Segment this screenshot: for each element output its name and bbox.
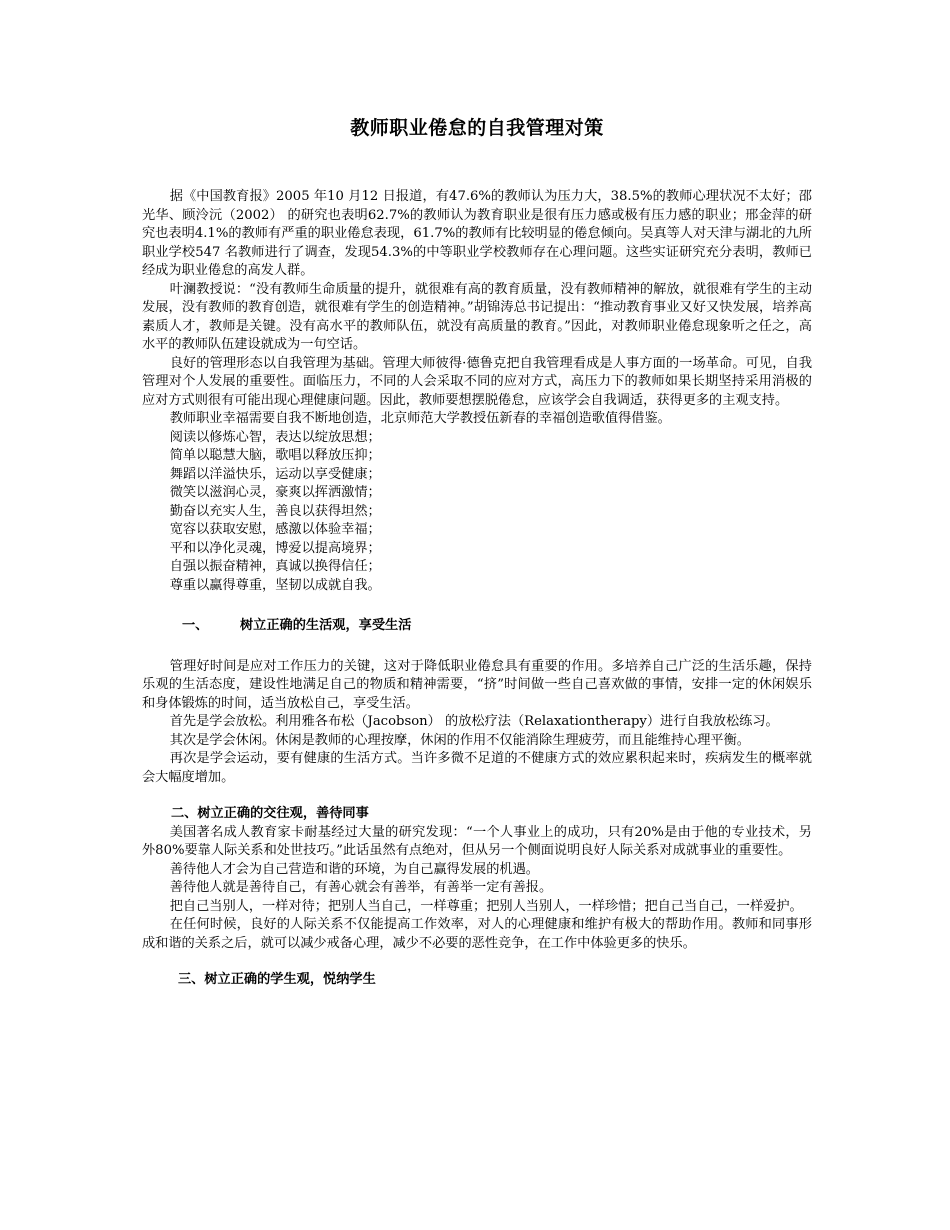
- document-title: 教师职业倦怠的自我管理对策: [350, 117, 604, 139]
- intro-paragraph-2: 叶澜教授说：“没有教师生命质量的提升，就很难有高的教育质量，没有教师精神的解放，就很难有学生的主动发展，没有教师的教育创造，就很难有学生的创造精神。”胡锦涛总书记提出：“推动教育事业又好又快发展，培养高素质人才，教师是关键。没有高水平的教师队伍，就没有高质量的教育。”因此，对教师职业倦怠现象听之任之，高水平的教师队伍建设就成为一句空话。: [142, 281, 812, 352]
- section-1-heading: [142, 617, 812, 636]
- section-2-paragraph-1: 美国著名成人教育家卡耐基经过大量的研究发现：“一个人事业上的成功，只有20%是由于他的专业技术，另外80%要靠人际关系和处世技巧。”此话虽然有点绝对，但从另一个侧面说明良好人际关系对成就事业的重要性。: [142, 824, 812, 858]
- intro-paragraph-3: 良好的管理形态以自我管理为基础。管理大师彼得·德鲁克把自我管理看成是人事方面的一场革命。可见，自我管理对个人发展的重要性。面临压力，不同的人会采取不同的应对方式，高压力下的教师如果长期坚持采用消极的应对方式则很有可能出现心理健康问题。因此，教师要想摆脱倦怠，应该学会自我调适，获得更多的主观支持。: [142, 355, 812, 408]
- poem-line: 阅读以修炼心智，表达以绽放思想；: [169, 429, 381, 445]
- poem-line: 平和以净化灵魂，博爱以提高境界；: [169, 540, 381, 556]
- poem-line: 简单以聪慧大脑，歌唱以释放压抑；: [169, 448, 381, 463]
- section-2: [142, 805, 812, 953]
- section-2-paragraph-2: 善待他人才会为自己营造和谐的环境，为自己赢得发展的机遇。: [169, 861, 539, 877]
- section-1-title: 树立正确的生活观，享受生活: [240, 618, 412, 633]
- poem-line: 微笑以滋润心灵，豪爽以挥洒激情；: [169, 485, 381, 500]
- poem-line: 尊重以赢得尊重，坚韧以成就自我。: [169, 577, 381, 593]
- section-3: [142, 971, 812, 990]
- poem-line: 勤奋以充实人生，善良以获得坦然；: [169, 503, 381, 519]
- section-1: [142, 617, 812, 787]
- intro-section: [142, 188, 812, 429]
- section-2-heading: 二、树立正确的交往观，善待同事: [171, 806, 369, 821]
- section-2-paragraph-5: 在任何时候，良好的人际关系不仅能提高工作效率，对人的心理健康和维护有极大的帮助作用。教师和同事形成和谐的关系之后，就可以减少戒备心理，减少不必要的恶性竞争，在工作中体验更多的快乐。: [142, 917, 812, 951]
- poem-line: 舞蹈以洋溢快乐，运动以享受健康；: [169, 466, 381, 482]
- poem-line: 自强以振奋精神，真诚以换得信任；: [169, 559, 381, 574]
- section-3-heading: 三、树立正确的学生观，悦纳学生: [178, 972, 376, 987]
- section-1-paragraph-4: 再次是学会运动，要有健康的生活方式。当许多微不足道的不健康方式的效应累积起来时，疾病发生的概率就会大幅度增加。: [142, 751, 812, 785]
- section-1-paragraph-1: 管理好时间是应对工作压力的关键，这对于降低职业倦怠具有重要的作用。多培养自己广泛的生活乐趣，保持乐观的生活态度，建设性地满足自己的物质和精神需要，“挤”时间做一些自己喜欢做的事情，安排一定的休闲娱乐和身体锻炼的时间，适当放松自己，享受生活。: [142, 658, 812, 711]
- document-page: [142, 116, 812, 990]
- section-1-number: 一、: [182, 618, 209, 633]
- section-1-paragraph-3: 其次是学会休闲。休闲是教师的心理按摩，休闲的作用不仅能消除生理疲劳，而且能维持心理平衡。: [169, 732, 750, 748]
- intro-paragraph-1: 据《中国教育报》2005 年10 月12 日报道，有47.6%的教师认为压力大，38.5%的教师心理状况不太好；邵光华、顾泠沅（2002） 的研究也表明62.7%的教师认为教育职业是很有压力感或极有压力感的职业；邢金萍的研究也表明4.1%的教师有严重的职业倦怠表现，61.7%的教师有比较明显的倦怠倾向。吴真等人对天津与湖北的九所职业学校547 名教师进行了调查，发现54.3%的中等职业学校教师存在心理问题。这些实证研究充分表明，教师已经成为职业倦怠的高发人群。: [142, 189, 812, 278]
- section-1-paragraph-2: 首先是学会放松。利用雅各布松（Jacobson） 的放松疗法（Relaxationtherapy）进行自我放松练习。: [169, 714, 779, 729]
- intro-paragraph-4: 教师职业幸福需要自我不断地创造，北京师范大学教授伍新春的幸福创造歌值得借鉴。: [169, 411, 671, 426]
- happiness-poem: [142, 429, 812, 596]
- section-2-paragraph-3: 善待他人就是善待自己，有善心就会有善举，有善举一定有善报。: [169, 880, 553, 895]
- section-2-paragraph-4: 把自己当别人，一样对待；把别人当自己，一样尊重；把别人当别人，一样珍惜；把自己当自己，一样爱护。: [169, 898, 803, 914]
- poem-line: 宽容以获取安慰，感激以体验幸福；: [169, 522, 381, 537]
